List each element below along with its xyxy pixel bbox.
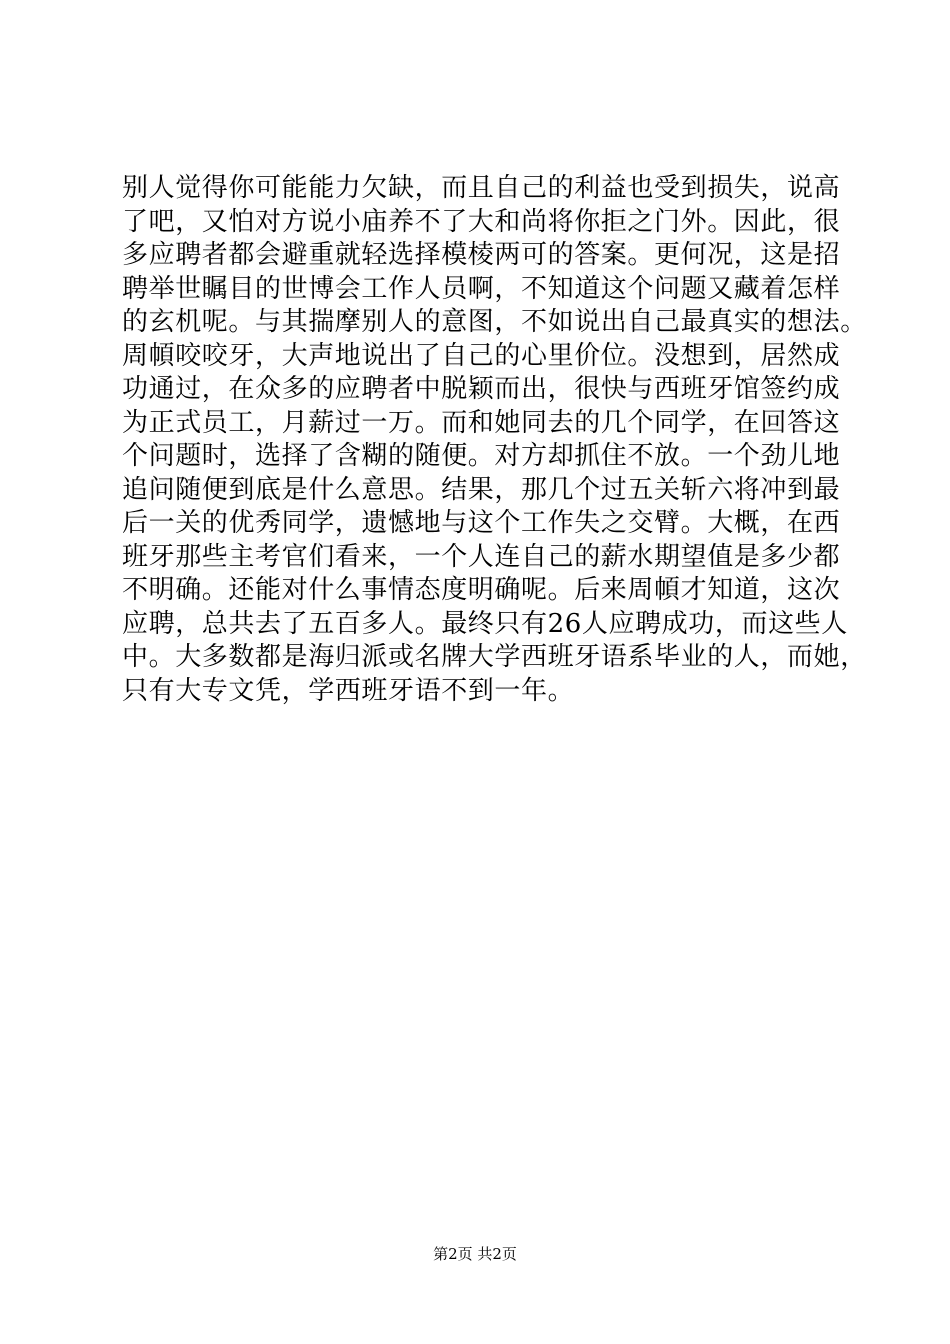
text-line: 了吧，又怕对方说小庙养不了大和尚将你拒之门外。因此，很 (122, 206, 841, 237)
page-number-footer: 第2页 共2页 (433, 1245, 517, 1263)
text-line: 别人觉得你可能能力欠缺，而且自己的利益也受到损失，说高 (122, 173, 841, 203)
text-line: 功通过，在众多的应聘者中脱颖而出，很快与西班牙馆签约成 (122, 374, 841, 404)
text-line: 多应聘者都会避重就轻选择模棱两可的答案。更何况，这是招 (122, 240, 841, 270)
text-line: 的玄机呢。与其揣摩别人的意图，不如说出自己最真实的想法。 (122, 307, 867, 337)
text-line: 中。大多数都是海归派或名牌大学西班牙语系毕业的人，而她， (122, 642, 867, 672)
text-line: 不明确。还能对什么事情态度明确呢。后来周幁才知道，这次 (122, 575, 841, 605)
text-line: 应聘，总共去了五百多人。最终只有26人应聘成功，而这些人 (122, 608, 848, 639)
text-line: 聘举世瞩目的世博会工作人员啊，不知道这个问题又藏着怎样 (122, 273, 841, 304)
body-paragraph (122, 172, 867, 708)
text-line: 为正式员工，月薪过一万。而和她同去的几个同学，在回答这 (122, 407, 841, 438)
text-line: 班牙那些主考官们看来，一个人连自己的薪水期望值是多少都 (122, 541, 841, 572)
text-line: 周幁咬咬牙，大声地说出了自己的心里价位。没想到，居然成 (122, 340, 841, 371)
text-line: 追问随便到底是什么意思。结果，那几个过五关斩六将冲到最 (122, 474, 841, 505)
text-line: 个问题时，选择了含糊的随便。对方却抓住不放。一个劲儿地 (122, 441, 841, 471)
text-line: 后一关的优秀同学，遗憾地与这个工作失之交臂。大概，在西 (122, 508, 841, 538)
text-line: 只有大专文凭，学西班牙语不到一年。 (122, 675, 575, 706)
